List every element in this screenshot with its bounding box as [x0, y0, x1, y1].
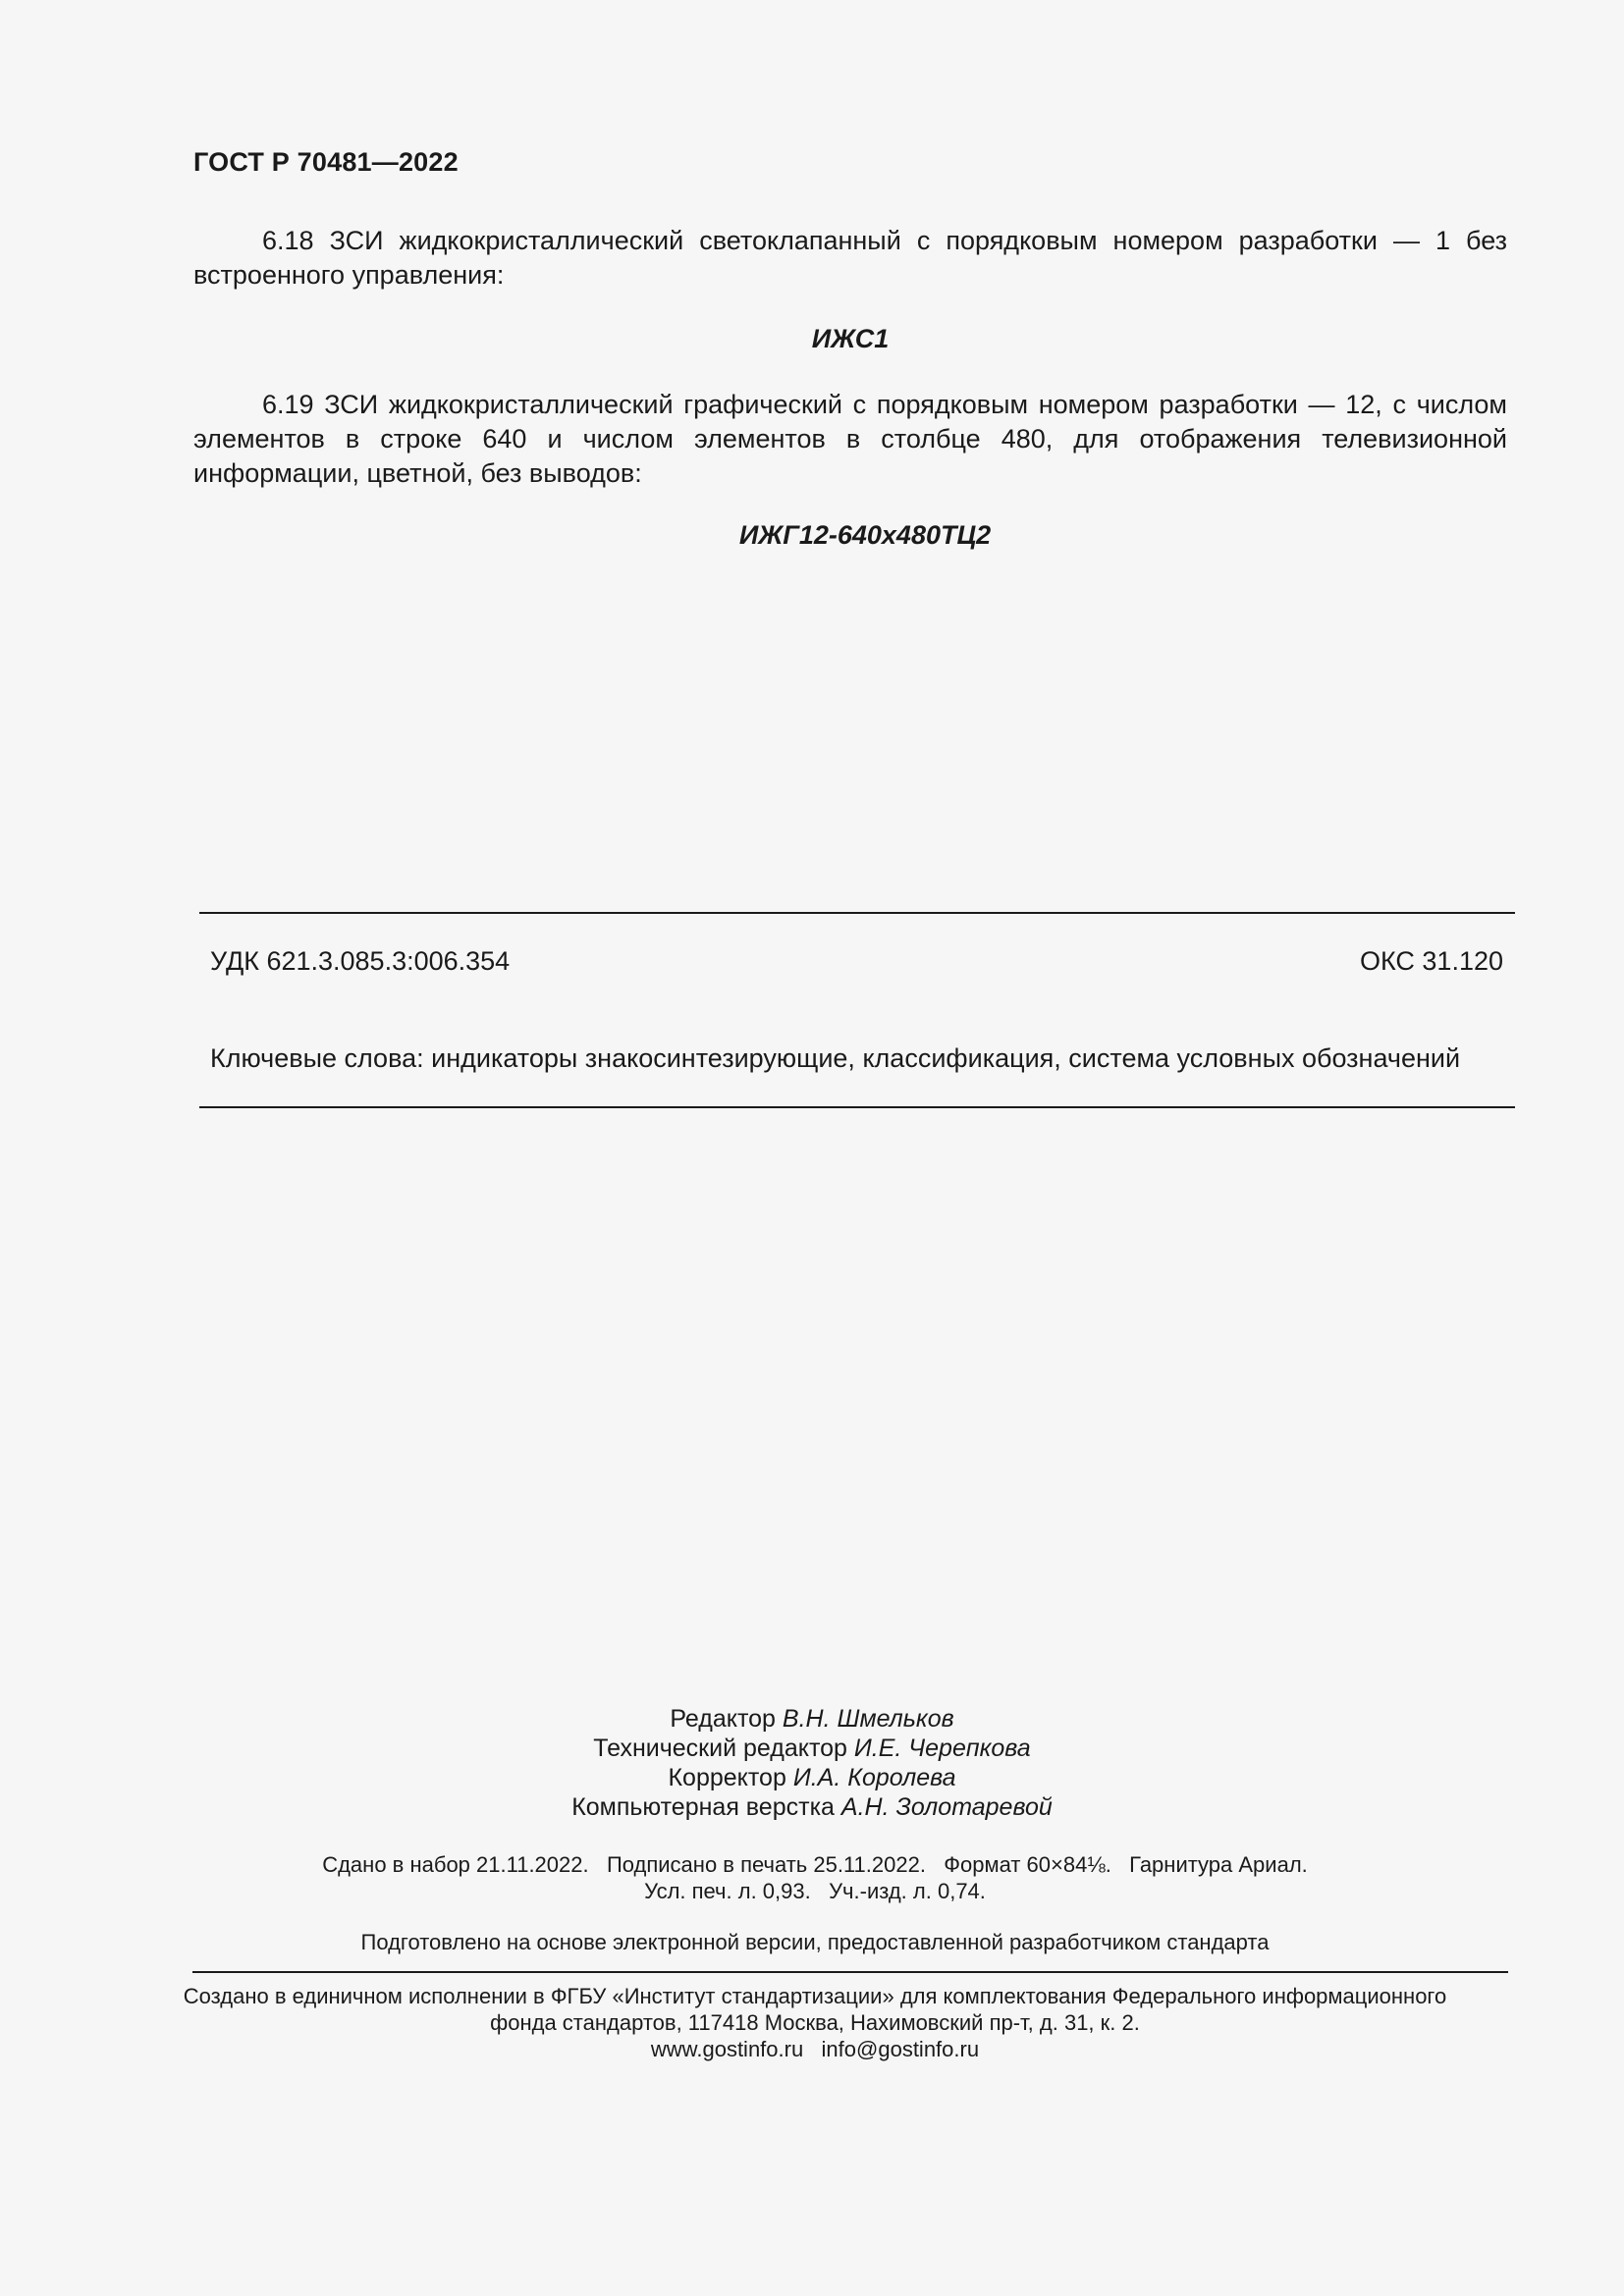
divider-bottom	[199, 1106, 1515, 1108]
clause-number: 6.18	[262, 226, 314, 255]
contacts	[3, 2036, 1624, 2062]
clause-6-18	[193, 224, 1507, 293]
created-line-1: Создано в единичном исполнении в ФГБУ «Институт стандартизации» для комплектования Федерального информационного	[183, 1984, 1447, 2008]
clause-text: ЗСИ жидкокристаллический светоклапанный с порядковым номером разработки — 1 без встроенного управления:	[193, 226, 1507, 290]
clause-6-19	[193, 388, 1507, 491]
email-link[interactable]: info@gostinfo.ru	[821, 2037, 980, 2061]
imprint-divider	[192, 1971, 1508, 1973]
website-link[interactable]: www.gostinfo.ru	[650, 2037, 804, 2061]
designation-ijs1: ИЖС1	[811, 324, 890, 353]
clause-number: 6.19	[262, 390, 314, 419]
credits-block	[0, 1704, 1624, 1822]
credit-layout: Компьютерная верстка А.Н. Золотаревой	[571, 1793, 1053, 1821]
keywords: Ключевые слова: индикаторы знакосинтезирующие, классификация, система условных обозначений	[210, 1043, 1461, 1073]
imprint-print-info	[3, 1851, 1624, 1904]
clause-text: ЗСИ жидкокристаллический графический с порядковым номером разработки — 12, с числом элементов в строке 640 и числом элементов в столбце 480, для отображения телевизионной информации, цветной, без выводов:	[193, 390, 1507, 488]
print-line-2: Усл. печ. л. 0,93. Уч.-изд. л. 0,74.	[644, 1879, 986, 1903]
created-line-2: фонда стандартов, 117418 Москва, Нахимовский пр-т, д. 31, к. 2.	[490, 2010, 1140, 2035]
credit-tech-editor: Технический редактор И.Е. Черепкова	[593, 1735, 1031, 1762]
oks-code: ОКС 31.120	[1359, 946, 1503, 976]
credit-corrector: Корректор И.А. Королева	[668, 1764, 956, 1791]
prepared-note: Подготовлено на основе электронной версии, предоставленной разработчиком стандарта	[360, 1930, 1270, 1954]
imprint-created-info	[3, 1983, 1624, 2062]
udk-code: УДК 621.3.085.3:006.354	[210, 946, 511, 976]
designation-ijg12: ИЖГ12-640x480ТЦ2	[738, 520, 992, 550]
credit-editor: Редактор В.Н. Шмельков	[670, 1705, 954, 1733]
divider-top	[199, 912, 1515, 914]
page-header-standard-id: ГОСТ Р 70481—2022	[193, 147, 459, 177]
print-line-1: Сдано в набор 21.11.2022. Подписано в печать 25.11.2022. Формат 60×84⅛. Гарнитура Ариал.	[322, 1852, 1308, 1877]
